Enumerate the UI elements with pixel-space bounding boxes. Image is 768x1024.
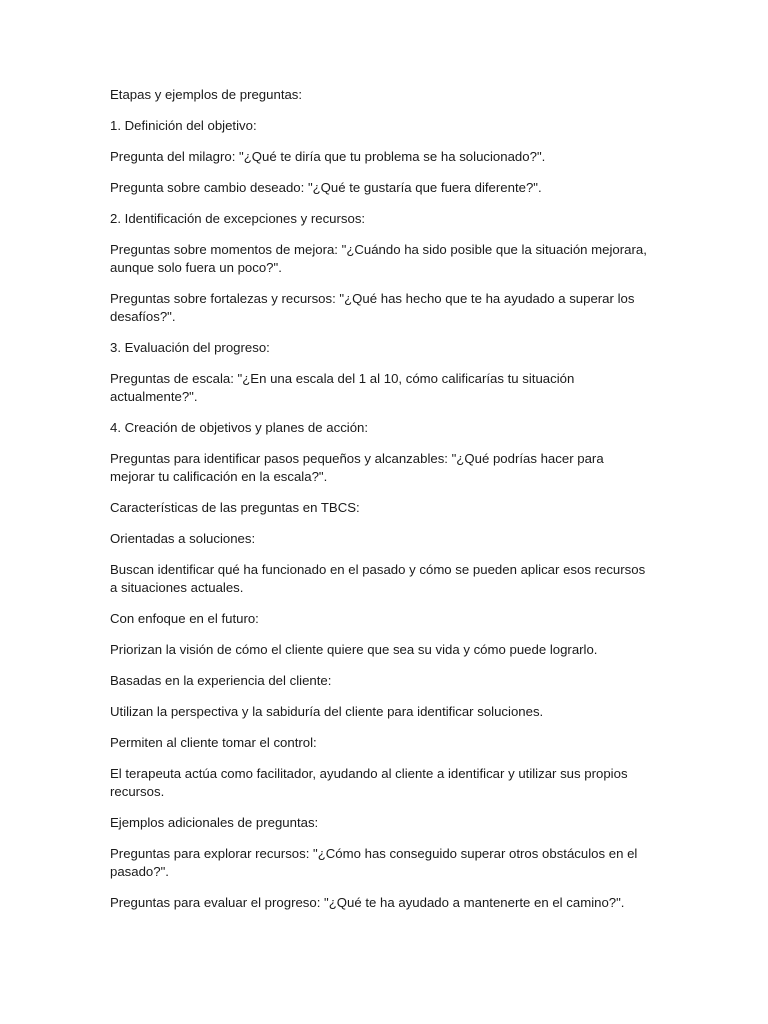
- paragraph-explore-resources: Preguntas para explorar recursos: "¿Cómo has conseguido superar otros obstáculos en el pasado?".: [110, 846, 638, 879]
- paragraph-future: Priorizan la visión de cómo el cliente quiere que sea su vida y cómo puede lograrlo.: [110, 642, 598, 657]
- paragraph-control: El terapeuta actúa como facilitador, ayudando al cliente a identificar y utilizar sus propios recursos.: [110, 766, 628, 799]
- document-page: [110, 86, 650, 925]
- additional-examples-heading: Ejemplos adicionales de preguntas:: [110, 815, 319, 830]
- paragraph-improvement-moments: Preguntas sobre momentos de mejora: "¿Cuándo ha sido posible que la situación mejorara, aunque solo fuera un poco?".: [110, 242, 647, 275]
- paragraph-solutions: Buscan identificar qué ha funcionado en el pasado y cómo se pueden aplicar esos recursos a situaciones actuales.: [110, 562, 646, 595]
- stage-heading-4: 4. Creación de objetivos y planes de acción:: [110, 420, 369, 435]
- paragraph-miracle-question: Pregunta del milagro: "¿Qué te diría que tu problema se ha solucionado?".: [110, 149, 546, 164]
- stage-heading-2: 2. Identificación de excepciones y recursos:: [110, 211, 366, 226]
- paragraph-scale-questions: Preguntas de escala: "¿En una escala del 1 al 10, cómo calificarías tu situación actualmente?".: [110, 371, 575, 404]
- characteristics-heading: Características de las preguntas en TBCS:: [110, 500, 360, 515]
- paragraph-desired-change: Pregunta sobre cambio deseado: "¿Qué te gustaría que fuera diferente?".: [110, 180, 542, 195]
- characteristic-label-experience: Basadas en la experiencia del cliente:: [110, 673, 332, 688]
- stage-heading-3: 3. Evaluación del progreso:: [110, 340, 270, 355]
- stage-heading-1: 1. Definición del objetivo:: [110, 118, 257, 133]
- characteristic-label-solutions: Orientadas a soluciones:: [110, 531, 256, 546]
- paragraph-strengths-resources: Preguntas sobre fortalezas y recursos: "¿Qué has hecho que te ha ayudado a superar los desafíos?".: [110, 291, 635, 324]
- section-heading: Etapas y ejemplos de preguntas:: [110, 87, 303, 102]
- paragraph-evaluate-progress: Preguntas para evaluar el progreso: "¿Qué te ha ayudado a mantenerte en el camino?".: [110, 895, 625, 910]
- paragraph-experience: Utilizan la perspectiva y la sabiduría del cliente para identificar soluciones.: [110, 704, 544, 719]
- paragraph-small-steps: Preguntas para identificar pasos pequeños y alcanzables: "¿Qué podrías hacer para mejorar tu calificación en la escala?".: [110, 451, 604, 484]
- characteristic-label-control: Permiten al cliente tomar el control:: [110, 735, 317, 750]
- characteristic-label-future: Con enfoque en el futuro:: [110, 611, 259, 626]
